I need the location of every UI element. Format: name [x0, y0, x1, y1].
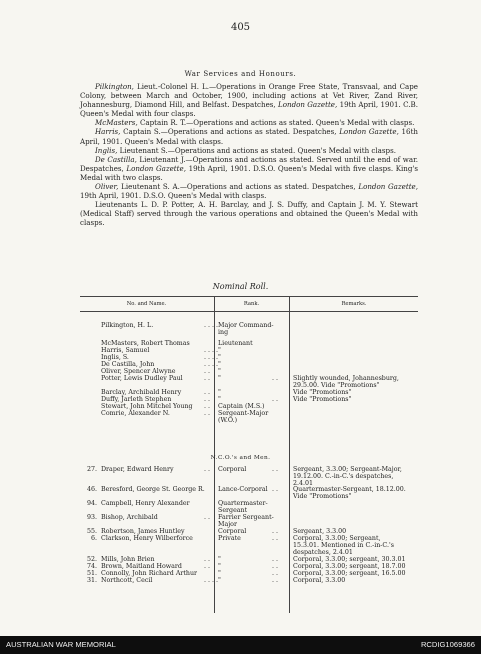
leader-dots: . . . . [204, 577, 219, 584]
leader-dots: . . [204, 563, 211, 570]
member-remarks-cont: 15.3.01. Mentioned in C.-in-C.'s [293, 542, 394, 549]
member-remarks-cont: 2.4.01 [293, 480, 314, 487]
member-rank: Corporal [218, 466, 247, 473]
body-text: 19th April, 1901. C.B. Queen's Medal with four clasps. [80, 100, 419, 119]
service-number: 55. [86, 528, 97, 535]
emphasis-text: London Gazette, [126, 163, 186, 173]
member-name: Oliver, Spencer Alwyne [101, 368, 176, 375]
member-rank: " [218, 375, 221, 382]
leader-dots: . . [204, 389, 211, 396]
leader-dots: . . . . [204, 322, 219, 329]
member-name: Harris, Samuel [101, 347, 150, 354]
leader-dots: . . [204, 410, 211, 417]
header-remarks: Remarks. [341, 301, 367, 307]
section-title: War Services and Honours. [184, 70, 297, 78]
intro-paragraph [80, 155, 418, 182]
emphasis-text: De Castilla, [95, 154, 137, 164]
member-name: Mills, John Brien [101, 556, 155, 563]
member-remarks: Corporal, 3.3.00; sergeant, 16.5.00 [293, 570, 406, 577]
member-rank: " [218, 577, 221, 584]
member-remarks-cont: despatches, 2.4.01 [293, 549, 353, 556]
emphasis-text: London Gazette, [278, 100, 338, 110]
member-remarks-cont: Vide "Promotions" [293, 493, 352, 500]
member-remarks: Sergeant, 3.3.00; Sergeant-Major, [293, 466, 402, 473]
leader-dots: . . [204, 403, 211, 410]
member-remarks: Corporal, 3.3.00 [293, 577, 346, 584]
member-name: Beresford, George St. George R. [101, 486, 205, 493]
member-rank: Corporal [218, 528, 247, 535]
member-remarks: Corporal, 3.3.00; Sergeant, [293, 535, 381, 542]
member-remarks: Vide "Promotions" [293, 396, 352, 403]
member-remarks: Slightly wounded, Johannesburg, [293, 375, 399, 382]
leader-dots: . . [272, 396, 279, 403]
page-number: 405 [230, 22, 251, 33]
footer-institution: AUSTRALIAN WAR MEMORIAL [6, 640, 116, 649]
body-text: Lieutenant J.—Operations and actions as stated. Served until the end of war. Despatches, [80, 154, 418, 173]
header-rank: Rank. [243, 301, 260, 307]
member-rank: Quartermaster- [218, 500, 268, 507]
member-name: Brown, Maitland Howard [101, 563, 182, 570]
member-rank: " [218, 396, 221, 403]
service-number: 51. [86, 570, 97, 577]
member-rank-cont: (W.O.) [218, 417, 238, 424]
member-name: Barclay, Archibald Henry [101, 389, 182, 396]
emphasis-text: London Gazette, [339, 127, 399, 137]
member-name: McMasters, Robert Thomas [101, 340, 190, 347]
service-number: 93. [86, 514, 97, 521]
member-remarks: Vide "Promotions" [293, 389, 352, 396]
header-name: No. and Name. [126, 301, 167, 307]
member-remarks-cont: 19.12.00. C.-in-C.'s despatches, [293, 473, 394, 480]
member-rank-cont: ing [218, 329, 229, 336]
member-rank: " [218, 389, 221, 396]
leader-dots: . . [272, 570, 279, 577]
service-number: 46. [86, 486, 97, 493]
member-rank: " [218, 556, 221, 563]
service-number: 6. [90, 535, 97, 542]
member-rank: Lieutenant [218, 340, 253, 347]
member-name: Duffy, Jarleth Stephen [101, 396, 172, 403]
member-rank: Major Command- [218, 322, 274, 329]
service-number: 31. [86, 577, 97, 584]
footer-record-id: RCDIG1069366 [420, 640, 475, 649]
member-remarks-cont: 29.5.00. Vide "Promotions" [293, 382, 380, 389]
body-text: Captain R. T.—Operations and actions as stated. Queen's Medal with clasps. [137, 118, 415, 128]
body-text: Lieut.-Colonel H. L.—Operations in Orange Free State, Transvaal, and Cape Colony, between March and October, 1900, including actions at Vet River, Zand River, Johannesburg, Diamond Hill, and Belfast. Despatches, [80, 82, 418, 110]
service-number: 52. [86, 556, 97, 563]
leader-dots: . . . . [204, 361, 219, 368]
member-remarks: Corporal, 3.3.00; sergeant, 18.7.00 [293, 563, 406, 570]
member-name: Robertson, James Huntley [101, 528, 185, 535]
member-name: Campbell, Henry Alexander [101, 500, 190, 507]
member-name: Bishop, Archibald [101, 514, 158, 521]
member-rank-cont: Sergeant [218, 507, 248, 514]
body-text: Lieutenants L. D. P. Potter, A. H. Barclay, and J. S. Duffy, and Captain J. M. Y. Stewart (Medical Staff) served through the various operations and obtained the Queen's Medal with clasps. [80, 200, 418, 228]
member-rank: " [218, 347, 221, 354]
leader-dots: . . [204, 514, 211, 521]
intro-paragraph [80, 146, 418, 155]
member-name: Clarkson, Henry Wilberforce [101, 535, 193, 542]
body-text: 19th April, 1901. D.S.O. Queen's Medal with clasps. [80, 191, 267, 201]
body-text: Lieutenant S.—Operations and actions as stated. Queen's Medal with clasps. [117, 145, 396, 155]
member-name: Draper, Edward Henry [101, 466, 174, 473]
member-rank: Captain (M.S.) [218, 403, 265, 410]
member-rank: " [218, 354, 221, 361]
leader-dots: . . [272, 375, 279, 382]
member-name: Pilkington, H. L. [101, 322, 154, 329]
leader-dots: . . [272, 528, 279, 535]
leader-dots: . . [272, 577, 279, 584]
emphasis-text: Pilkington, [95, 82, 134, 91]
member-name: Potter, Lewis Dudley Paul [101, 375, 183, 382]
member-rank: " [218, 368, 221, 375]
emphasis-text: McMasters, [95, 118, 138, 128]
leader-dots: . . [204, 466, 211, 473]
member-name: De Castilla, John [101, 361, 155, 368]
leader-dots: . . [272, 486, 279, 493]
leader-dots: . . [204, 396, 211, 403]
member-remarks: Sergeant, 3.3.00 [293, 528, 347, 535]
service-number: 94. [86, 500, 97, 507]
body-text: Lieutenant S. A.—Operations and actions as stated. Despatches, [118, 182, 359, 192]
body-text: Captain S.—Operations and actions as stated. Despatches, [120, 127, 340, 137]
member-rank: Lance-Corporal [218, 486, 268, 493]
member-rank: " [218, 563, 221, 570]
intro-paragraph [80, 200, 418, 227]
member-name: Connolly, John Richard Arthur [101, 570, 198, 577]
intro-paragraph [80, 82, 418, 118]
member-name: Comrie, Alexander N. [101, 410, 170, 417]
emphasis-text: Oliver, [95, 182, 119, 192]
member-name: Northcott, Cecil [101, 577, 153, 584]
body-text: 19th April, 1901. D.S.O. Queen's Medal with five clasps. King's Medal with two clasps. [80, 163, 419, 182]
body-text: 16th April, 1901. Queen's Medal with clasps. [80, 127, 418, 146]
member-remarks: Quartermaster-Sergeant, 18.12.00. [293, 486, 406, 493]
leader-dots: . . [204, 556, 211, 563]
intro-paragraph [80, 118, 418, 127]
leader-dots: . . [204, 368, 211, 375]
member-rank: " [218, 570, 221, 577]
archive-footer [0, 636, 481, 654]
table-header [80, 297, 418, 312]
emphasis-text: Inglis, [95, 145, 118, 155]
leader-dots: . . [272, 535, 279, 542]
member-rank: Farrier Sergeant- [218, 514, 274, 521]
member-rank: Private [218, 535, 241, 542]
member-rank-cont: Major [218, 521, 237, 528]
leader-dots: . . [272, 466, 279, 473]
leader-dots: . . [272, 563, 279, 570]
leader-dots: . . . . [204, 347, 219, 354]
member-remarks: Corporal, 3.3.00; sergeant, 30.3.01 [293, 556, 406, 563]
member-rank: " [218, 361, 221, 368]
ncos-subheading: N.C.O.'s and Men. [210, 455, 271, 461]
intro-paragraph [80, 182, 418, 200]
emphasis-text: Harris, [95, 127, 121, 137]
leader-dots: . . [272, 556, 279, 563]
service-number: 27. [86, 466, 97, 473]
leader-dots: . . [204, 375, 211, 382]
intro-text [80, 82, 418, 228]
emphasis-text: London Gazette, [358, 182, 418, 192]
member-name: Stewart, John Mitchel Young [101, 403, 193, 410]
member-rank: Sergeant-Major [218, 410, 269, 417]
nominal-roll-title: Nominal Roll. [212, 282, 269, 291]
member-name: Inglis, S. [101, 354, 129, 361]
service-number: 74. [86, 563, 97, 570]
leader-dots: . . . . [204, 354, 219, 361]
intro-paragraph [80, 127, 418, 145]
